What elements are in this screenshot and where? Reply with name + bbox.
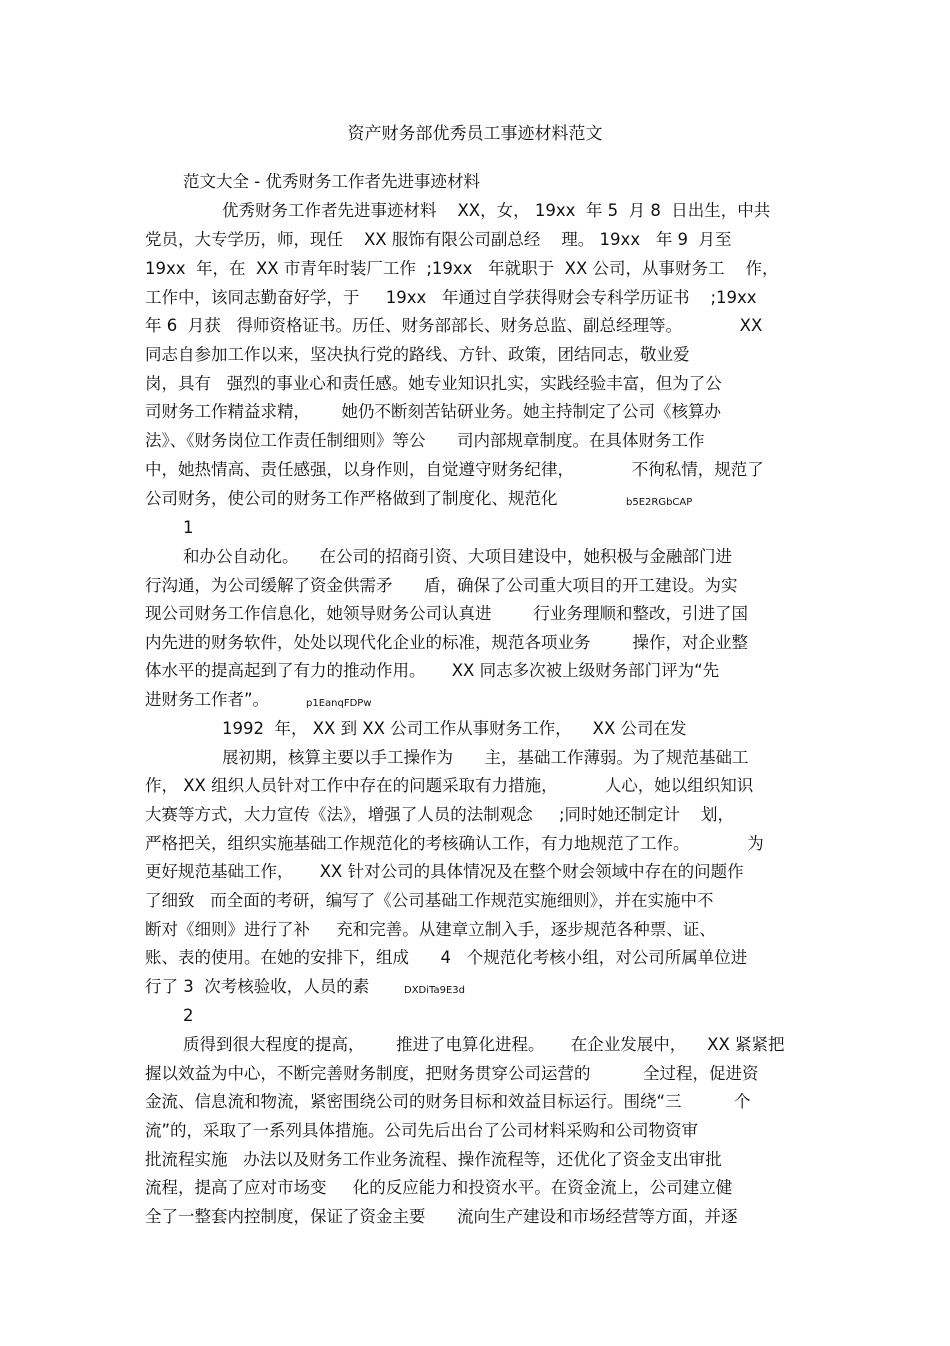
text-line: 展初期，核算主要以手工操作为 主，基础工作薄弱。为了规范基础工 [222,748,749,767]
text-line: 流程，提高了应对市场变 化的反应能力和投资水平。在资金流上，公司建立健 [145,1178,733,1197]
text-line: 同志自参加工作以来，坚决执行党的路线、方针、政策，团结同志，敬业爱 [145,345,690,364]
text-line: 大赛等方式，大力宣传《法》，增强了人员的法制观念 ;同时她还制定计 划， [145,805,735,824]
text-line: 岗，具有 强烈的事业心和责任感。她专业知识扎实，实践经验丰富，但为了公 [145,374,722,393]
subtitle-line: 范文大全 - 优秀财务工作者先进事迹材料 [183,172,480,191]
text-line: 全了一整套内控制度，保证了资金主要 流向生产建设和市场经营等方面，并逐 [145,1207,738,1226]
text-line: 中，她热情高、责任感强，以身作则，自觉遵守财务纪律， 不徇私情，规范了 [145,460,764,479]
code-mark: DXDiTa9E3d [404,985,466,996]
text-line: 作， XX 组织人员针对工作中存在的问题采取有力措施， 人心，她以组织知识 [145,776,754,795]
text-line: 行了 3 次考核验收，人员的素 [145,977,370,996]
text-line: 司财务工作精益求精， 她仍不断刻苦钻研业务。她主持制定了公司《核算办 [145,402,721,421]
text-line: 流”的，采取了一系列具体措施。公司先后出台了公司材料采购和公司物资审 [145,1121,699,1140]
text-line: 账、表的使用。在她的安排下，组成 4 个规范化考核小组，对公司所属单位进 [145,948,748,967]
code-mark: b5E2RGbCAP [626,497,693,508]
text-line: 年 6 月获 得师资格证书。历任、财务部部长、财务总监、副总经理等。 XX [145,316,763,335]
text-line: 19xx 年，在 XX 市青年时装厂工作 ;19xx 年就职于 XX 公司，从事财务工 作， [145,259,779,278]
text-line: 更好规范基础工作， XX 针对公司的具体情况及在整个财会领域中存在的问题作 [145,862,744,881]
text-line: 进财务工作者”。 [145,690,270,709]
text-line: 1992 年， XX 到 XX 公司工作从事财务工作， XX 公司在发 [222,719,687,738]
text-line: 优秀财务工作者先进事迹材料 XX，女， 19xx 年 5 月 8 日出生，中共 [222,201,771,220]
code-mark: p1EanqFDPw [306,698,372,709]
page-number: 2 [183,1006,194,1025]
text-line: 和办公自动化。 在公司的招商引资、大项目建设中，她积极与金融部门进 [183,547,732,566]
text-line: 批流程实施 办法以及财务工作业务流程、操作流程等，还优化了资金支出审批 [145,1150,722,1169]
text-line: 体水平的提高起到了有力的推动作用。 XX 同志多次被上级财务部门评为“先 [145,661,720,680]
text-line: 现公司财务工作信息化，她领导财务公司认真进 行业务理顺和整改，引进了国 [145,604,748,623]
text-line: 握以效益为中心，不断完善财务制度，把财务贯穿公司运营的 全过程，促进资 [145,1064,759,1083]
text-line: 党员，大专学历，师，现任 XX 服饰有限公司副总经 理。 19xx 年 9 月至 [145,230,732,249]
text-line: 金流、信息流和物流，紧密围绕公司的财务目标和效益目标运行。围绕“三 个 [145,1092,751,1111]
text-line: 内先进的财务软件，处处以现代化企业的标准，规范各项业务 操作，对企业整 [145,633,748,652]
page-number: 1 [183,518,194,537]
text-line: 质得到很大程度的提高， 推进了电算化进程。 在企业发展中， XX 紧紧把 [183,1035,785,1054]
text-line: 了细致 而全面的考研，编写了《公司基础工作规范实施细则》，并在实施中不 [145,891,714,910]
text-line: 公司财务，使公司的财务工作严格做到了制度化、规范化 [145,489,558,508]
text-line: 法》、《财务岗位工作责任制细则》等公 司内部规章制度。在具体财务工作 [145,431,705,450]
text-line: 严格把关，组织实施基础工作规范化的考核确认工作，有力地规范了工作。 为 [145,834,764,853]
text-line: 断对《细则》进行了补 充和完善。从建章立制入手，逐步规范各种票、证、 [145,920,716,939]
text-line: 行沟通，为公司缓解了资金供需矛 盾，确保了公司重大项目的开工建设。为实 [145,576,738,595]
document-title: 资产财务部优秀员工事迹材料范文 [347,124,603,144]
text-line: 工作中，该同志勤奋好学，于 19xx 年通过自学获得财会专科学历证书 ;19xx [145,288,757,307]
